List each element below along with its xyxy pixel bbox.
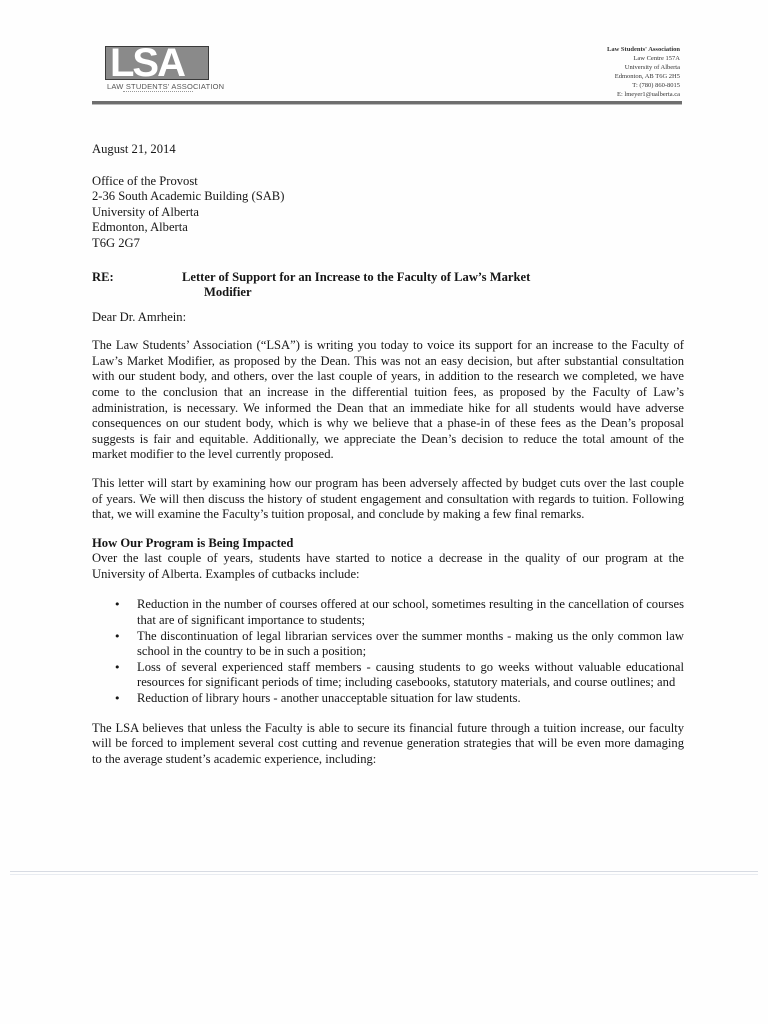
list-item: [114, 691, 684, 707]
re-subject-line1: Letter of Support for an Increase to the Faculty of Law’s Market: [182, 269, 531, 284]
recipient-line: University of Alberta: [92, 204, 200, 219]
logo-organization-name: LAW STUDENTS' ASSOCIATION: [107, 82, 225, 91]
list-item: [114, 660, 684, 691]
list-item: [114, 597, 684, 628]
recipient-line: Edmonton, Alberta: [92, 220, 188, 235]
address-line: Law Centre 157A: [633, 55, 680, 62]
letter-body: [92, 142, 684, 780]
re-subject-line2: Modifier: [204, 285, 252, 300]
list-item-text: Reduction in the number of courses offered at our school, sometimes resulting in the cancellation of courses that are of significant importance to students;: [137, 597, 684, 628]
letter-date: August 21, 2014: [92, 142, 176, 156]
bullet: •: [114, 692, 121, 706]
paragraph-consequences: The LSA believes that unless the Faculty is able to secure its financial future through a tuition increase, our faculty will be forced to implement several cost cutting and revenue generation strategies that will be even more damaging to the average student’s academic experience, including:: [92, 720, 684, 766]
recipient-line: T6G 2G7: [92, 235, 140, 250]
recipient-address: [92, 174, 684, 252]
logo-letters: LSA: [110, 46, 184, 80]
list-item-text: Reduction of library hours - another unacceptable situation for law students.: [137, 691, 521, 706]
address-line: Law Students' Association: [607, 46, 680, 53]
bullet: •: [114, 660, 121, 674]
bullet: •: [114, 598, 121, 612]
list-item-text: The discontinuation of legal librarian services over the summer months - making us the only common law school in the country to be in such a position;: [137, 628, 684, 659]
cutbacks-list: [92, 597, 684, 706]
logo-mark: [105, 46, 209, 80]
address-phone: T: (780) 860-8015: [632, 82, 680, 89]
bullet: •: [114, 629, 121, 643]
list-item: [114, 629, 684, 660]
paragraph-outline: This letter will start by examining how our program has been adversely affected by budget cuts over the last couple of years. We will then discuss the history of student engagement and consultation with regards to tuition. Following that, we will examine the Faculty’s tuition proposal, and conclude by making a few final remarks.: [92, 475, 684, 522]
section-heading: How Our Program is Being Impacted: [92, 535, 294, 550]
recipient-line: 2-36 South Academic Building (SAB): [92, 189, 285, 204]
scan-artifact-line: [10, 874, 758, 875]
letterhead-rule: [92, 101, 682, 105]
salutation: Dear Dr. Amrhein:: [92, 309, 187, 324]
logo-subline: [123, 91, 193, 93]
lsa-logo: [105, 46, 225, 94]
address-line: University of Alberta: [624, 64, 680, 71]
recipient-line: Office of the Provost: [92, 173, 198, 188]
list-item-text: Loss of several experienced staff members - causing students to go weeks without valuable educational resources for significant periods of time; including casebooks, statutory materials, and course outlines; and: [137, 659, 684, 690]
re-subject: [182, 270, 602, 301]
address-email: E: lmeyer1@ualberta.ca: [616, 91, 680, 98]
paragraph-intro: The Law Students’ Association (“LSA”) is writing you today to voice its support for an increase to the Faculty of Law’s Market Modifier, as proposed by the Dean. This was not an easy decision, but after substantial consultation with our student body, and others, over the last couple of years, in addition to the research we completed, we have come to the conclusion that an increase in the differential tuition fees, as proposed by the Faculty of Law’s administration, is necessary. We informed the Dean that an immediate hike for all students would have adverse consequences on our student body, which is why we believe that a phase-in of these fees as the Dean’s proposal suggests is fair and equitable. Additionally, we appreciate the Dean’s decision to reduce the total amount of the market modifier to the level currently proposed.: [92, 338, 684, 462]
re-label: RE:: [92, 269, 114, 284]
paragraph-program-decrease: Over the last couple of years, students have started to notice a decrease in the quality of our program at the University of Alberta. Examples of cutbacks include:: [92, 551, 684, 581]
address-line: Edmonton, AB T6G 2H5: [614, 73, 680, 80]
letterhead-address: [607, 45, 680, 99]
subject-line: [92, 270, 684, 304]
scan-artifact-line: [10, 871, 758, 872]
